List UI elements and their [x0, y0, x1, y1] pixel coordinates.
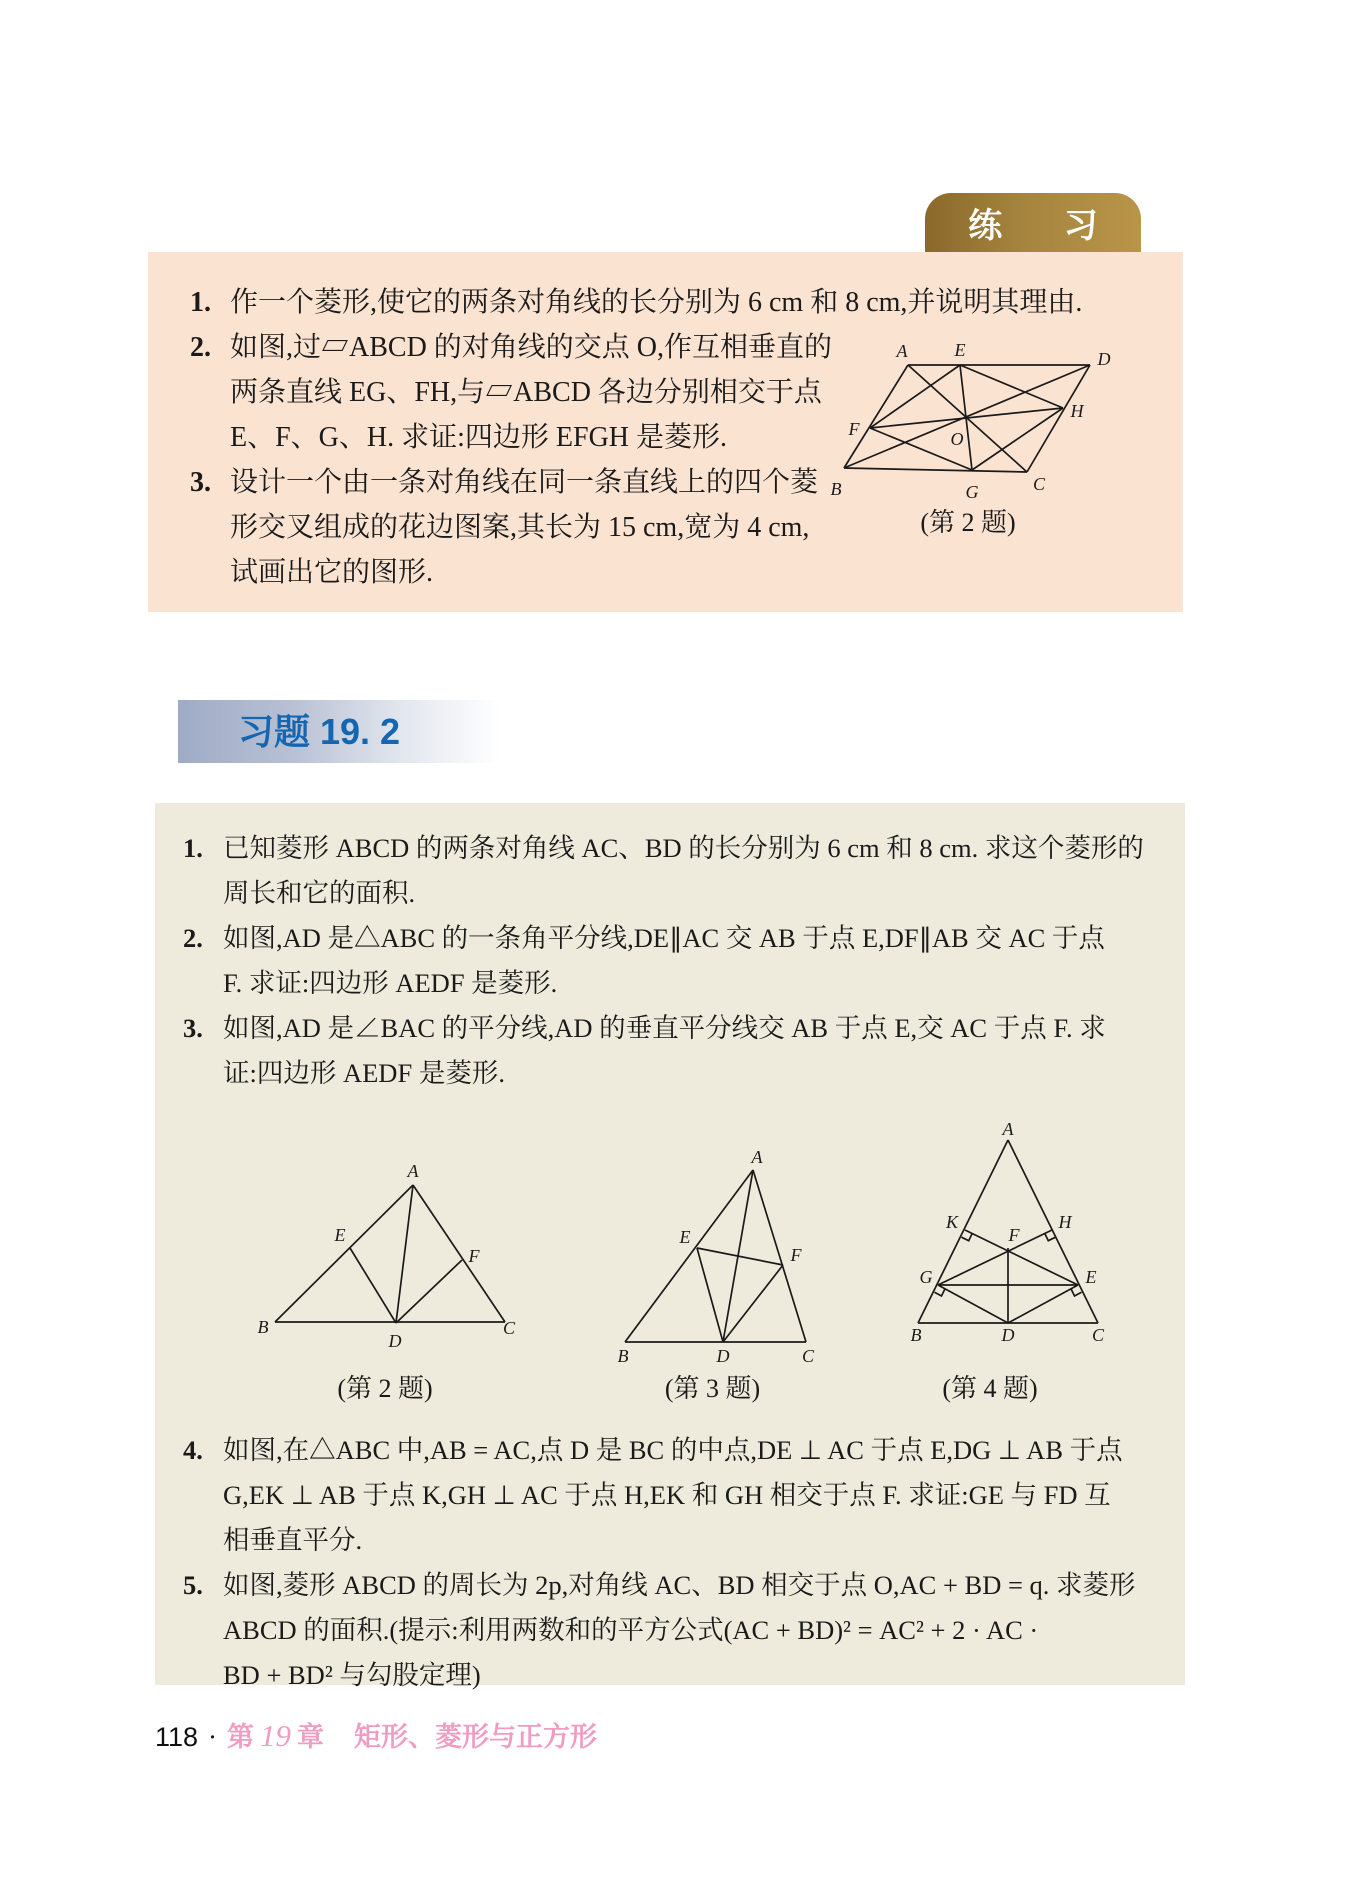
vertex-label-E: E — [1085, 1267, 1097, 1287]
vertex-label-H: H — [1070, 401, 1084, 421]
practice-box — [148, 252, 1183, 612]
item-number: 2. — [190, 332, 211, 363]
vertex-label-B: B — [830, 479, 842, 499]
exercise-box — [155, 803, 1185, 1690]
chapter-label: 第 19 章 — [227, 1718, 325, 1753]
problem-number: 3. — [183, 1013, 203, 1043]
problem-4 — [183, 1428, 1173, 1473]
chapter-title: 矩形、菱形与正方形 — [354, 1722, 598, 1752]
chapter-number: 19 — [260, 1718, 292, 1753]
vertex-label-G: G — [919, 1267, 933, 1287]
problem-3 — [183, 1006, 1173, 1051]
vertex-label-C: C — [1091, 1325, 1105, 1345]
vertex-label-F: F — [790, 1245, 802, 1265]
section-header-bar — [178, 700, 500, 763]
item-text: 两条直线 EG、FH,与▱ABCD 各边分别相交于点 — [230, 377, 822, 408]
figure1-caption: (第 2 题) — [337, 1374, 433, 1403]
vertex-label-E: E — [679, 1227, 691, 1247]
problem-text: ABCD 的面积.(提示:利用两数和的平方公式(AC + BD)² = AC² + 2 · AC · — [223, 1615, 1039, 1645]
triangle-figure-problem3 — [610, 1147, 820, 1366]
problem-5 — [183, 1563, 1173, 1608]
vertex-label-D: D — [1001, 1325, 1015, 1345]
vertex-label-A: A — [1002, 1119, 1014, 1139]
vertex-label-A: A — [896, 341, 908, 361]
problem-text: 相垂直平分. — [223, 1525, 363, 1555]
page-number: 118 — [155, 1722, 199, 1752]
item-text: E、F、G、H. 求证:四边形 EFGH 是菱形. — [230, 422, 728, 453]
problem-2-cont — [183, 961, 1173, 1006]
vertex-label-D: D — [388, 1331, 402, 1351]
item-number: 1. — [190, 287, 211, 318]
footer-separator: · — [208, 1722, 218, 1752]
figure-caption: (第 2 题) — [920, 508, 1016, 537]
practice-tab — [925, 193, 1141, 252]
vertex-label-F: F — [848, 419, 860, 439]
problem-text: 如图,菱形 ABCD 的周长为 2p,对角线 AC、BD 相交于点 O,AC + BD = q. 求菱形 — [223, 1570, 1136, 1600]
vertex-label-A: A — [407, 1161, 419, 1181]
vertex-label-F: F — [1008, 1225, 1020, 1245]
problem-text: G,EK ⊥ AB 于点 K,GH ⊥ AC 于点 H,EK 和 GH 相交于点 F. 求证:GE 与 FD 互 — [223, 1480, 1111, 1510]
problem-number: 5. — [183, 1570, 203, 1600]
vertex-label-B: B — [617, 1346, 629, 1366]
problem-text: 证:四边形 AEDF 是菱形. — [223, 1058, 505, 1088]
practice-item-1 — [190, 280, 1082, 325]
problem-number: 2. — [183, 923, 203, 953]
vertex-label-B: B — [910, 1325, 922, 1345]
item-number: 3. — [190, 467, 211, 498]
problem-1-cont — [183, 871, 1173, 916]
item-text: 试画出它的图形. — [230, 557, 434, 588]
problem-text: BD + BD² 与勾股定理) — [223, 1660, 481, 1690]
problem-4-cont — [183, 1473, 1173, 1518]
problem-2 — [183, 916, 1173, 961]
problem-number: 4. — [183, 1435, 203, 1465]
vertex-label-D: D — [716, 1346, 730, 1366]
problem-text: F. 求证:四边形 AEDF 是菱形. — [223, 968, 558, 998]
problem-text: 已知菱形 ABCD 的两条对角线 AC、BD 的长分别为 6 cm 和 8 cm. 求这个菱形的 — [223, 833, 1144, 863]
vertex-label-D: D — [1097, 349, 1111, 369]
triangle-figure-problem4 — [900, 1119, 1115, 1347]
problem-5-cont — [183, 1608, 1173, 1653]
page-footer — [155, 1715, 597, 1757]
vertex-label-F: F — [468, 1246, 480, 1266]
problem-3-cont — [183, 1051, 1173, 1096]
problem-text: 如图,AD 是∠BAC 的平分线,AD 的垂直平分线交 AB 于点 E,交 AC 于点 F. 求 — [223, 1013, 1106, 1043]
figure2-caption: (第 3 题) — [664, 1374, 761, 1403]
vertex-label-C: C — [1032, 474, 1046, 494]
vertex-label-E: E — [954, 340, 966, 360]
parallelogram-figure — [820, 335, 1130, 510]
problem-1 — [183, 826, 1173, 871]
problem-text: 周长和它的面积. — [223, 878, 416, 908]
problem-text: 如图,在△ABC 中,AB = AC,点 D 是 BC 的中点,DE ⊥ AC 于点 E,DG ⊥ AB 于点 — [223, 1435, 1123, 1465]
vertex-label-G: G — [965, 482, 979, 502]
practice-tab-label: 练 习 — [968, 207, 1124, 245]
vertex-label-H: H — [1058, 1212, 1072, 1232]
section-header-label: 习题 19. 2 — [238, 711, 401, 752]
vertex-label-C: C — [801, 1346, 815, 1366]
vertex-label-B: B — [257, 1317, 269, 1337]
problem-4-cont — [183, 1518, 1173, 1563]
vertex-label-C: C — [502, 1318, 516, 1338]
item-text: 形交叉组成的花边图案,其长为 15 cm,宽为 4 cm, — [230, 512, 810, 543]
vertex-label-A: A — [751, 1147, 763, 1167]
problem-number: 1. — [183, 833, 203, 863]
problem-text: 如图,AD 是△ABC 的一条角平分线,DE∥AC 交 AB 于点 E,DF∥AB 交 AC 于点 — [223, 923, 1105, 953]
vertex-label-E: E — [334, 1225, 346, 1245]
item-text: 如图,过▱ABCD 的对角线的交点 O,作互相垂直的 — [230, 332, 833, 363]
item-text: 作一个菱形,使它的两条对角线的长分别为 6 cm 和 8 cm,并说明其理由. — [230, 287, 1083, 318]
triangle-figure-problem2 — [250, 1160, 520, 1355]
figure3-caption: (第 4 题) — [942, 1374, 1038, 1403]
practice-item-3-cont — [190, 550, 1082, 595]
item-text: 设计一个由一条对角线在同一条直线上的四个菱 — [230, 467, 819, 498]
vertex-label-K: K — [945, 1212, 959, 1232]
problem-5-cont — [183, 1653, 1173, 1698]
vertex-label-O: O — [950, 429, 964, 449]
